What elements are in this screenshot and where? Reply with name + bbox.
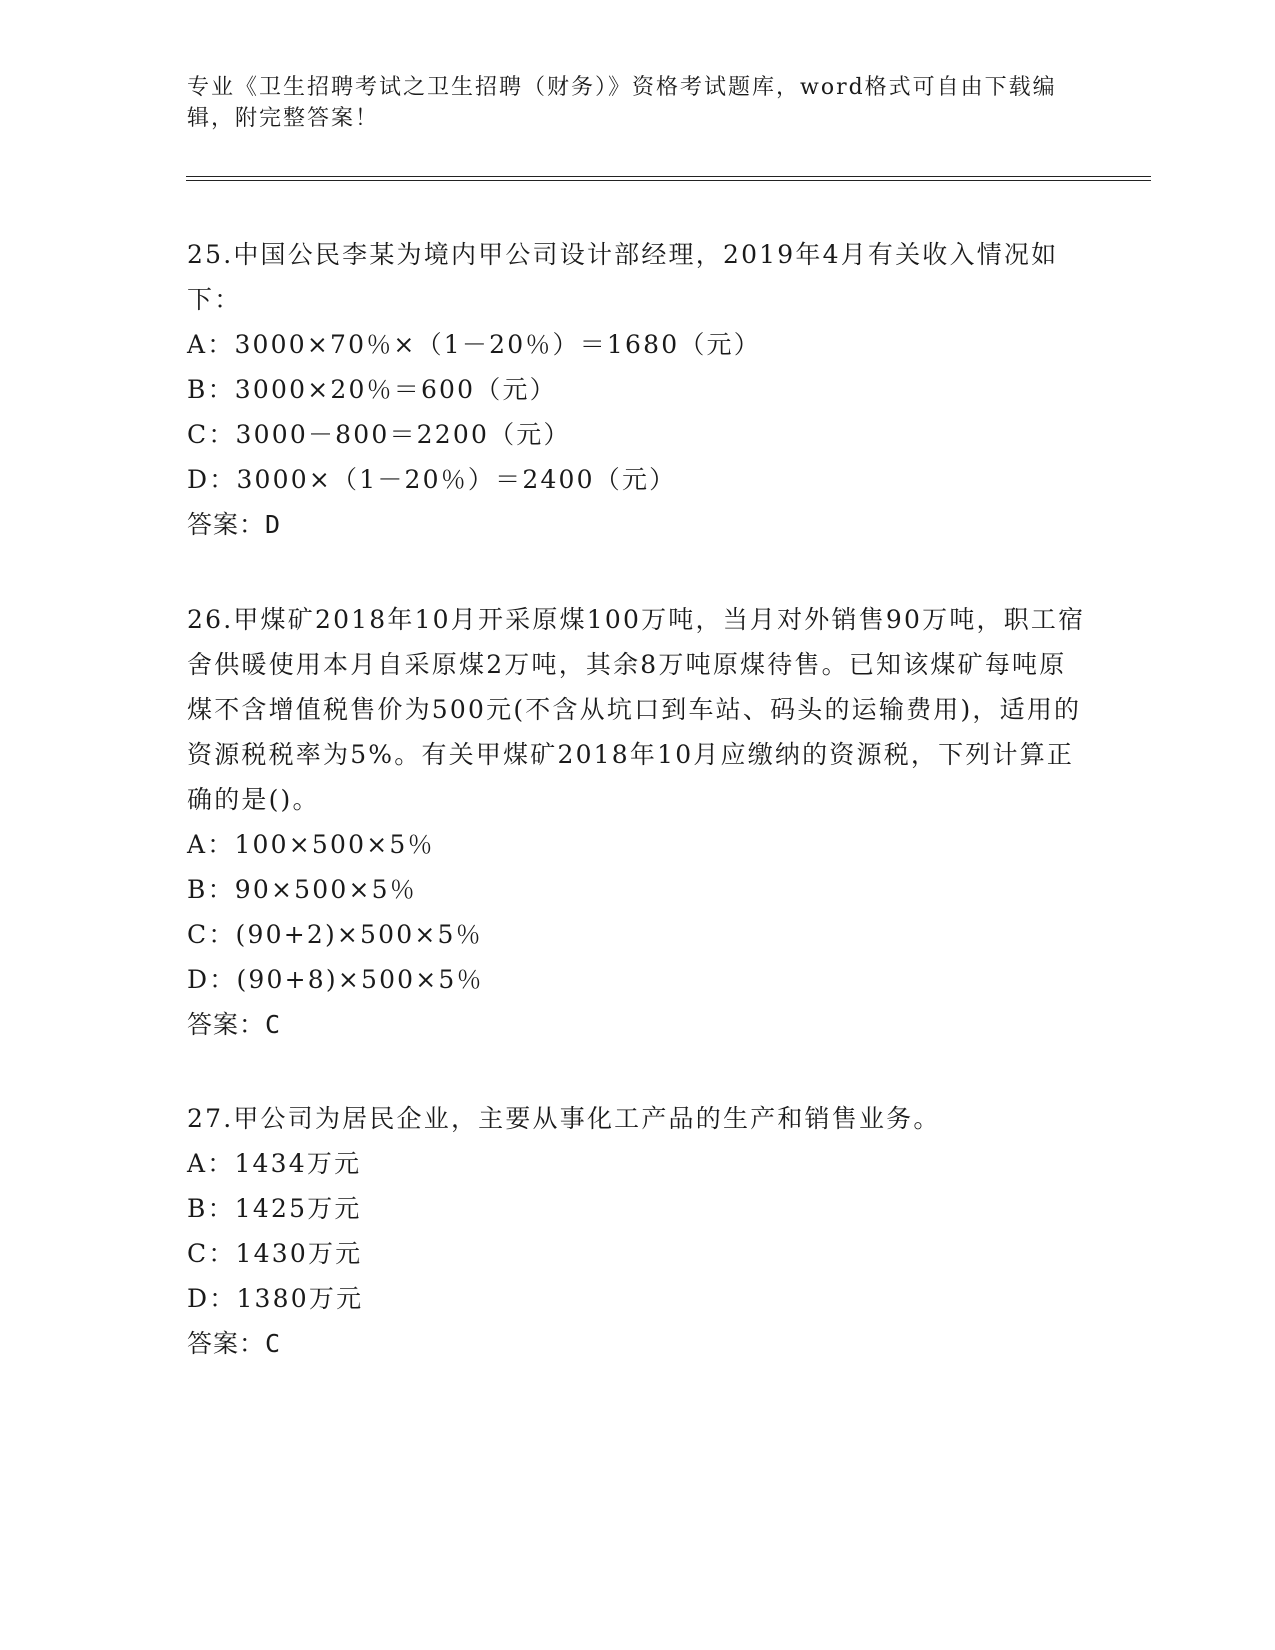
option-c: C：(90+2)×500×5％ (187, 920, 483, 949)
document-header: 专业《卫生招聘考试之卫生招聘（财务）》资格考试题库，word格式可自由下载编辑，附完整答案！ (187, 75, 1057, 131)
option-b: B：1425万元 (187, 1194, 362, 1223)
question-stem: 27.甲公司为居民企业，主要从事化工产品的生产和销售业务。 (187, 1104, 941, 1133)
option-a: A：1434万元 (187, 1149, 362, 1178)
option-d: D：1380万元 (187, 1284, 364, 1313)
question-25 (187, 232, 1087, 547)
question-26 (187, 597, 1087, 1047)
answer-line: 答案：C (187, 1329, 282, 1358)
question-stem: 25.中国公民李某为境内甲公司设计部经理，2019年4月有关收入情况如下： (187, 240, 1059, 314)
option-d: D：(90+8)×500×5％ (187, 965, 484, 994)
option-b: B：3000×20％＝600（元） (187, 375, 557, 404)
option-d: D：3000×（1－20％）＝2400（元） (187, 465, 677, 494)
answer-line: 答案：D (187, 510, 282, 539)
option-a: A：3000×70％×（1－20％）＝1680（元） (187, 330, 761, 359)
question-27 (187, 1096, 1087, 1366)
option-c: C：1430万元 (187, 1239, 363, 1268)
option-c: C：3000－800＝2200（元） (187, 420, 571, 449)
question-stem: 26.甲煤矿2018年10月开采原煤100万吨，当月对外销售90万吨，职工宿舍供暖使用本月自采原煤2万吨，其余8万吨原煤待售。已知该煤矿每吨原煤不含增值税售价为500元(不含从坑口到车站、码头的运输费用)，适用的资源税税率为5%。有关甲煤矿2018年10月应缴纳的资源税，下列计算正确的是()。 (187, 605, 1086, 814)
answer-line: 答案：C (187, 1010, 282, 1039)
option-b: B：90×500×5％ (187, 875, 417, 904)
option-a: A：100×500×5％ (187, 830, 435, 859)
header-divider (186, 176, 1151, 181)
